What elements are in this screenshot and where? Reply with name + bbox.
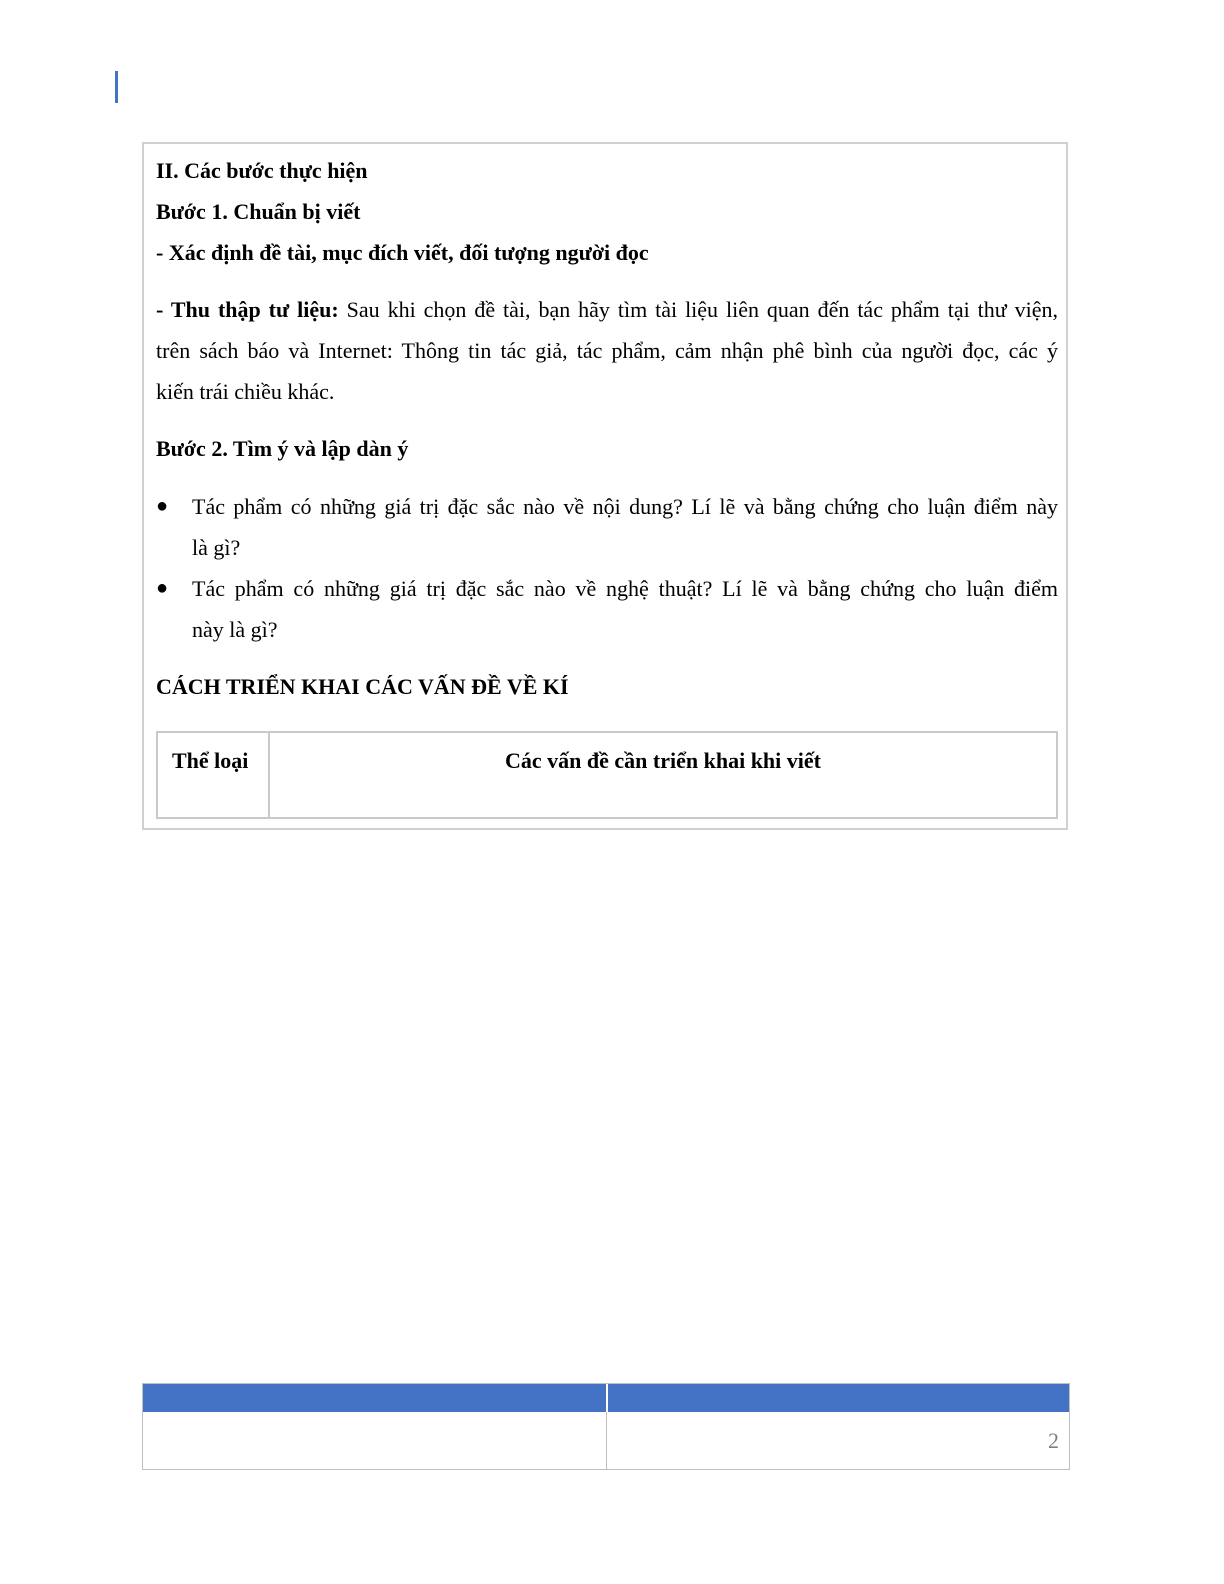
ki-table xyxy=(156,731,1058,819)
bullet-marker: ● xyxy=(156,577,169,599)
table-header-cell-genre xyxy=(158,733,270,817)
collect-line-1 xyxy=(156,289,1058,330)
collect-line-1-text: Sau khi chọn đề tài, bạn hãy tìm tài liệu liên quan đến tác phẩm tại thư viện, xyxy=(338,297,1058,322)
step1-title: Bước 1. Chuẩn bị viết xyxy=(156,199,361,224)
bullet-line: Tác phẩm có những giá trị đặc sắc nào về nội dung? Lí lẽ và bằng chứng cho luận điểm này xyxy=(192,494,1058,519)
table-header-issues: Các vấn đề cần triển khai khi viết xyxy=(505,748,821,773)
content-frame xyxy=(142,142,1068,830)
page-number: 2 xyxy=(1048,1428,1059,1453)
bullet-line: là gì? xyxy=(192,535,241,560)
collect-line-3: kiến trái chiều khác. xyxy=(156,379,335,404)
bullet-item xyxy=(156,568,1058,650)
collect-label: - Thu thập tư liệu: xyxy=(156,297,339,322)
section-heading: II. Các bước thực hiện xyxy=(156,158,368,183)
step2-title: Bước 2. Tìm ý và lập dàn ý xyxy=(156,436,409,461)
collect-line-2: trên sách báo và Internet: Thông tin tác giả, tác phẩm, cảm nhận phê bình của người đọc, các ý xyxy=(156,338,1058,363)
bullet-marker: ● xyxy=(156,495,169,517)
footer-header-divider xyxy=(606,1384,608,1412)
table-header-genre: Thể loại xyxy=(172,748,249,773)
ki-subheading: CÁCH TRIỂN KHAI CÁC VẤN ĐỀ VỀ KÍ xyxy=(156,674,569,699)
table-header-cell-issues xyxy=(270,733,1056,817)
collect-paragraph xyxy=(156,289,1058,412)
text-cursor-marker xyxy=(115,71,118,103)
bullet-line: Tác phẩm có những giá trị đặc sắc nào về nghệ thuật? Lí lẽ và bằng chứng cho luận điểm xyxy=(192,576,1058,601)
footer-table xyxy=(142,1383,1070,1470)
bullet-line: này là gì? xyxy=(192,617,278,642)
step1-item: - Xác định đề tài, mục đích viết, đối tượng người đọc xyxy=(156,240,649,265)
bullet-item xyxy=(156,486,1058,568)
